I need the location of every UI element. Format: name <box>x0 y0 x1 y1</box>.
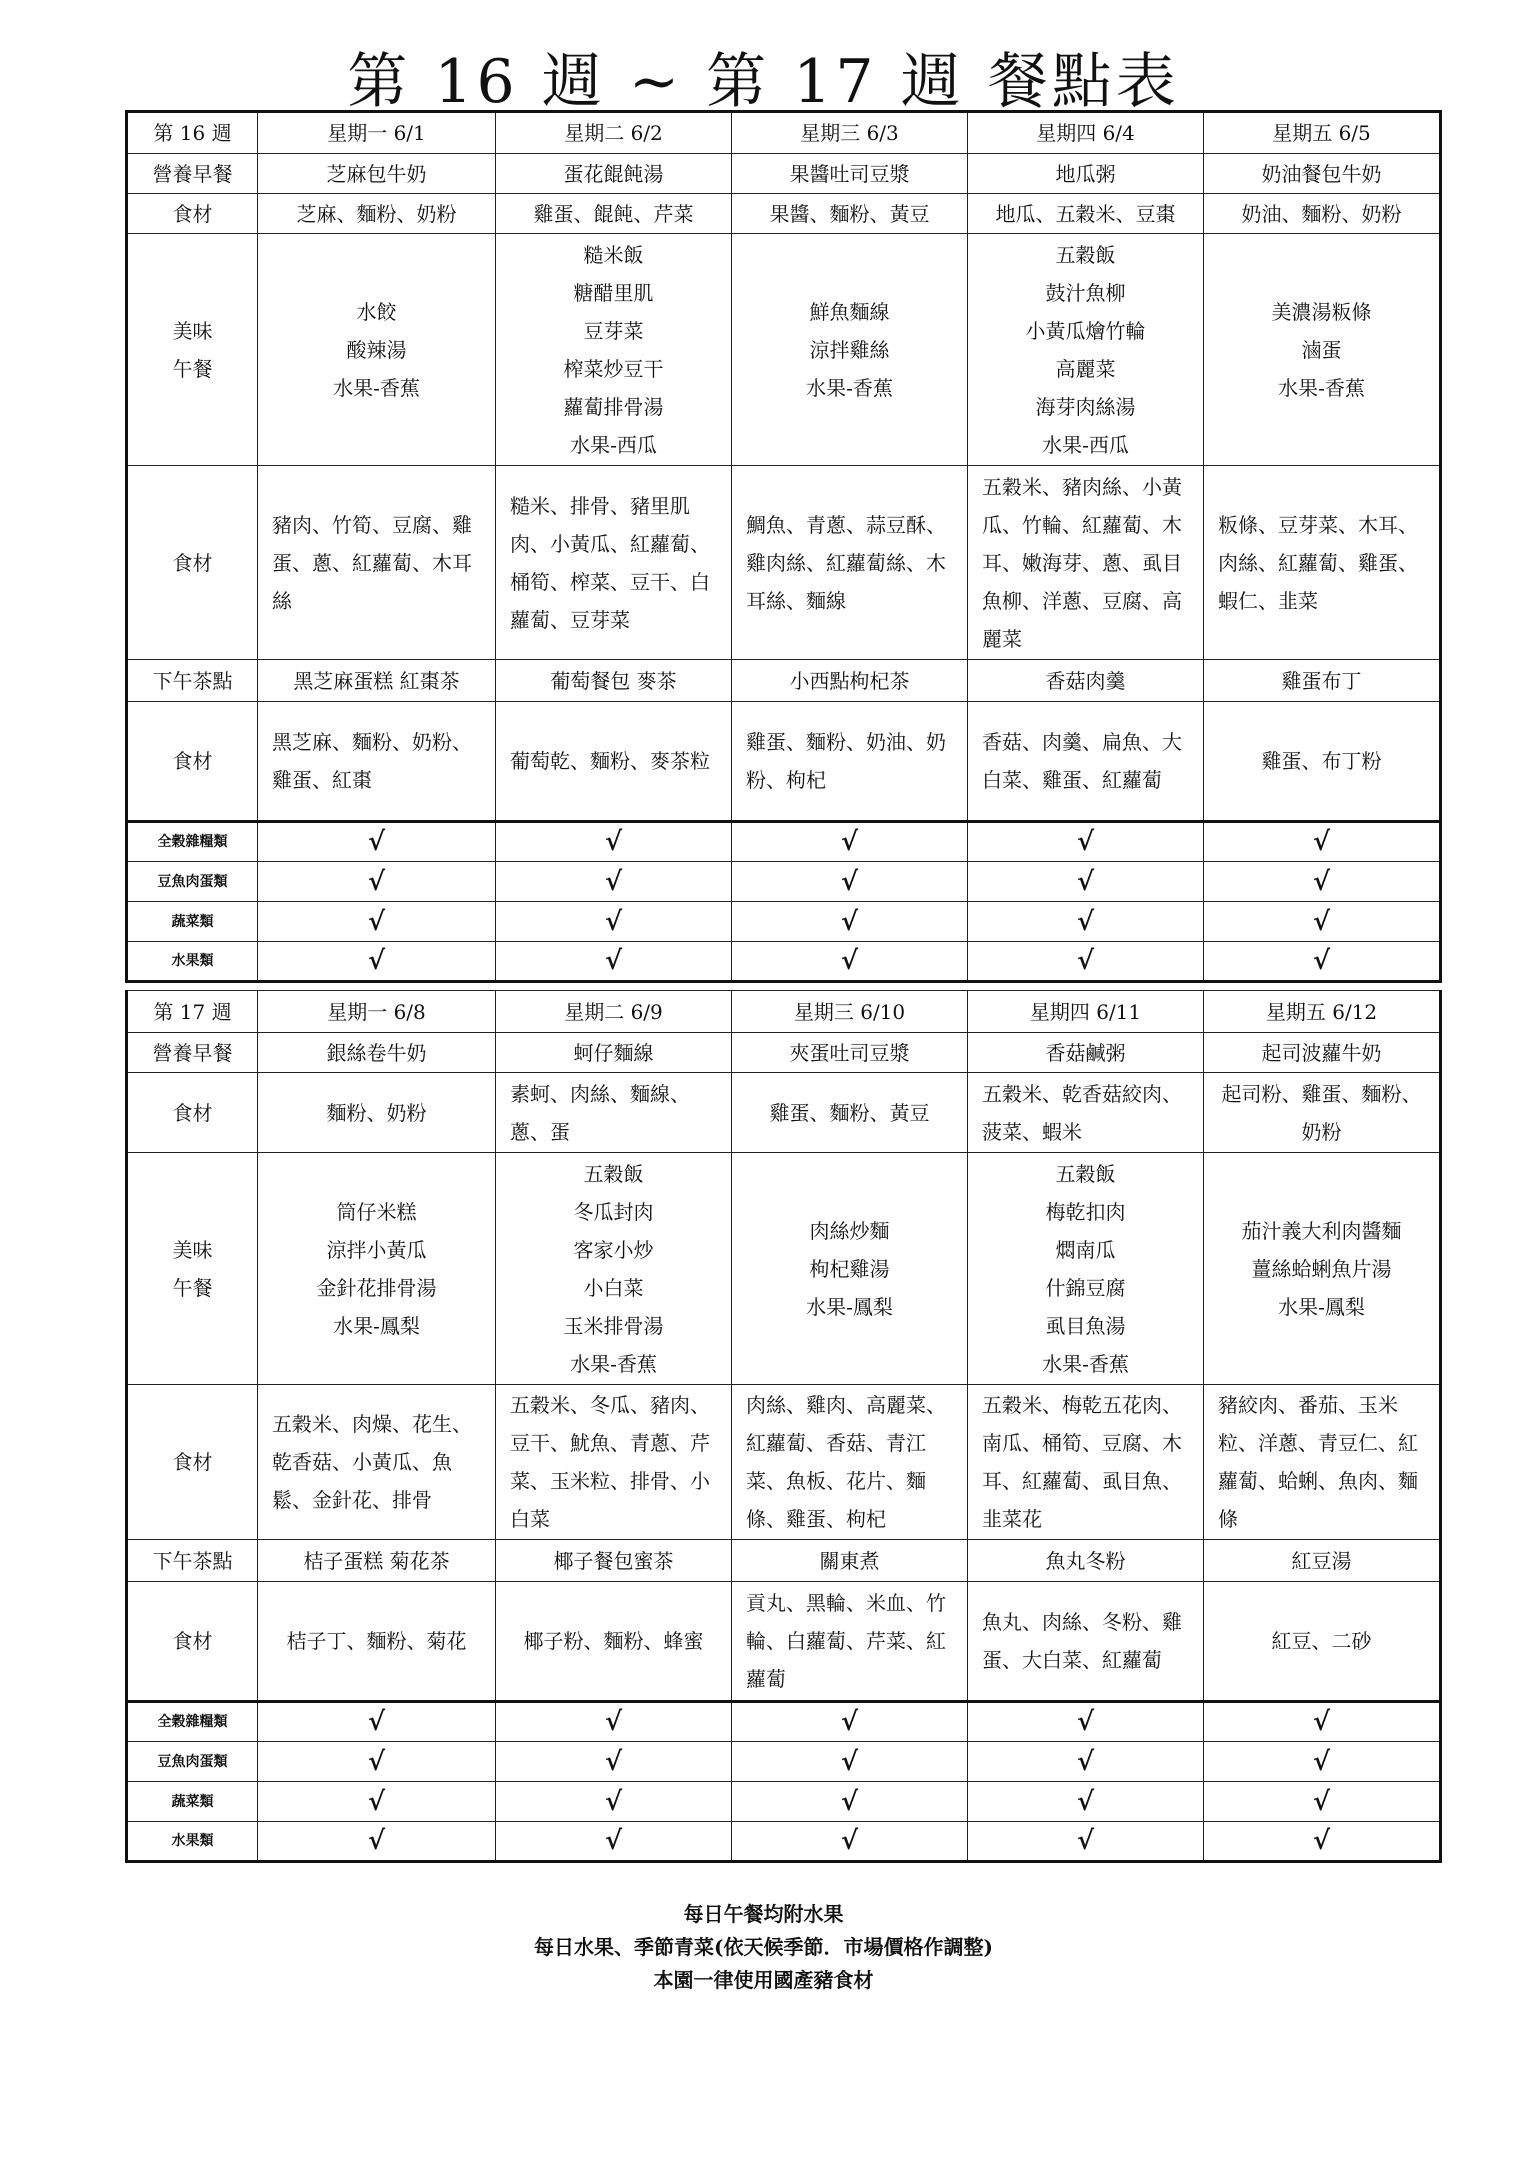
lunch-dish: 冬瓜封肉 <box>573 1199 654 1224</box>
check-mark: √ <box>732 1742 968 1782</box>
breakfast-row <box>127 154 1441 194</box>
lunch-dish: 水果-香蕉 <box>1042 1351 1129 1376</box>
breakfast-item: 蛋花餛飩湯 <box>496 154 732 194</box>
lunch-dish: 什錦豆腐 <box>1045 1275 1126 1300</box>
lunch-dish: 酸辣湯 <box>346 337 407 362</box>
veg-row <box>127 1782 1441 1822</box>
lunch-dish: 金針花排骨湯 <box>316 1275 437 1300</box>
ingredients-cell: 豬絞肉、番茄、玉米粒、洋蔥、青豆仁、紅蘿蔔、蛤蜊、魚肉、麵條 <box>1204 1385 1441 1540</box>
check-mark: √ <box>258 1742 496 1782</box>
week-17-table <box>125 990 1442 1863</box>
check-mark: √ <box>732 822 968 862</box>
tea-row <box>127 660 1441 702</box>
grain-label: 全穀雜糧類 <box>127 1702 258 1742</box>
check-mark: √ <box>258 1702 496 1742</box>
day-header: 星期四 6/4 <box>968 112 1204 154</box>
check-mark: √ <box>258 862 496 902</box>
breakfast-item: 奶油餐包牛奶 <box>1204 154 1441 194</box>
check-mark: √ <box>732 942 968 982</box>
lunch-dish: 枸杞雞湯 <box>809 1256 890 1281</box>
day-header: 星期一 6/1 <box>258 112 496 154</box>
ingredients-label: 食材 <box>127 1073 258 1153</box>
ingredients-cell: 果醬、麵粉、黃豆 <box>732 194 968 234</box>
ingredients-cell: 鯛魚、青蔥、蒜豆酥、雞肉絲、紅蘿蔔絲、木耳絲、麵線 <box>732 466 968 660</box>
protein-row <box>127 862 1441 902</box>
breakfast-ingredients-row <box>127 1073 1441 1153</box>
protein-label: 豆魚肉蛋類 <box>127 862 258 902</box>
check-mark: √ <box>732 902 968 942</box>
lunch-label-line: 午餐 <box>172 356 213 381</box>
page-title: 第 16 週 ~ 第 17 週 餐點表 <box>347 47 1180 117</box>
lunch-dish: 水果-香蕉 <box>333 375 420 400</box>
lunch-dish: 水果-鳳梨 <box>806 1294 893 1319</box>
check-mark: √ <box>496 1782 732 1822</box>
ingredients-cell: 香菇、肉羹、扁魚、大白菜、雞蛋、紅蘿蔔 <box>968 702 1204 822</box>
lunch-dish: 糖醋里肌 <box>573 280 654 305</box>
ingredients-cell: 魚丸、肉絲、冬粉、雞蛋、大白菜、紅蘿蔔 <box>968 1582 1204 1702</box>
breakfast-item: 夾蛋吐司豆漿 <box>732 1033 968 1073</box>
veg-label: 蔬菜類 <box>127 902 258 942</box>
ingredients-cell: 麵粉、奶粉 <box>258 1073 496 1153</box>
lunch-dish: 客家小炒 <box>573 1237 654 1262</box>
week-17-header-row <box>127 991 1441 1033</box>
ingredients-cell: 雞蛋、餛飩、芹菜 <box>496 194 732 234</box>
lunch-dish: 水果-香蕉 <box>570 1351 657 1376</box>
day-header: 星期四 6/11 <box>968 991 1204 1033</box>
fruit-label: 水果類 <box>127 1822 258 1862</box>
tea-item: 小西點枸杞茶 <box>732 660 968 702</box>
ingredients-cell: 貢丸、黑輪、米血、竹輪、白蘿蔔、芹菜、紅蘿蔔 <box>732 1582 968 1702</box>
check-mark: √ <box>496 1822 732 1862</box>
breakfast-item: 香菇鹹粥 <box>968 1033 1204 1073</box>
footer-line: 本園一律使用國產豬食材 <box>653 1968 874 1992</box>
lunch-cell <box>732 1153 968 1385</box>
lunch-dish: 美濃湯粄條 <box>1271 299 1372 324</box>
check-mark: √ <box>496 822 732 862</box>
tea-item: 椰子餐包蜜茶 <box>496 1540 732 1582</box>
check-mark: √ <box>496 1702 732 1742</box>
lunch-dish: 小白菜 <box>583 1275 644 1300</box>
ingredients-label: 食材 <box>127 1582 258 1702</box>
fruit-label: 水果類 <box>127 942 258 982</box>
ingredients-cell: 雞蛋、麵粉、奶油、奶粉、枸杞 <box>732 702 968 822</box>
lunch-dish: 涼拌小黃瓜 <box>326 1237 427 1262</box>
lunch-dish: 玉米排骨湯 <box>563 1313 664 1338</box>
ingredients-cell: 五穀米、乾香菇絞肉、菠菜、蝦米 <box>968 1073 1204 1153</box>
lunch-cell <box>1204 234 1441 466</box>
week-16-header-row <box>127 112 1441 154</box>
footer-notes <box>0 1898 1527 1997</box>
check-mark: √ <box>968 942 1204 982</box>
week-label: 第 17 週 <box>127 991 258 1033</box>
check-mark: √ <box>732 1822 968 1862</box>
ingredients-cell: 雞蛋、麵粉、黃豆 <box>732 1073 968 1153</box>
check-mark: √ <box>1204 1822 1441 1862</box>
tea-item: 葡萄餐包 麥茶 <box>496 660 732 702</box>
lunch-cell <box>1204 1153 1441 1385</box>
lunch-dish: 虱目魚湯 <box>1045 1313 1126 1338</box>
check-mark: √ <box>496 902 732 942</box>
breakfast-ingredients-row <box>127 194 1441 234</box>
lunch-row <box>127 234 1441 466</box>
ingredients-cell: 素蚵、肉絲、麵線、蔥、蛋 <box>496 1073 732 1153</box>
ingredients-cell: 奶油、麵粉、奶粉 <box>1204 194 1441 234</box>
veg-row <box>127 902 1441 942</box>
ingredients-cell: 五穀米、梅乾五花肉、南瓜、桶筍、豆腐、木耳、紅蘿蔔、虱目魚、韭菜花 <box>968 1385 1204 1540</box>
lunch-cell <box>732 234 968 466</box>
check-mark: √ <box>968 1742 1204 1782</box>
grain-row <box>127 1702 1441 1742</box>
tea-item: 雞蛋布丁 <box>1204 660 1441 702</box>
ingredients-cell: 雞蛋、布丁粉 <box>1204 702 1441 822</box>
breakfast-label: 營養早餐 <box>127 1033 258 1073</box>
breakfast-item: 銀絲卷牛奶 <box>258 1033 496 1073</box>
ingredients-cell: 豬肉、竹筍、豆腐、雞蛋、蔥、紅蘿蔔、木耳絲 <box>258 466 496 660</box>
week-label: 第 16 週 <box>127 112 258 154</box>
fruit-row <box>127 942 1441 982</box>
lunch-label <box>127 1153 258 1385</box>
check-mark: √ <box>258 1782 496 1822</box>
ingredients-cell: 桔子丁、麵粉、菊花 <box>258 1582 496 1702</box>
lunch-dish: 薑絲蛤蜊魚片湯 <box>1251 1256 1392 1281</box>
check-mark: √ <box>968 822 1204 862</box>
lunch-dish: 海芽肉絲湯 <box>1035 394 1136 419</box>
lunch-label-line: 午餐 <box>172 1275 213 1300</box>
lunch-cell <box>496 234 732 466</box>
breakfast-item: 芝麻包牛奶 <box>258 154 496 194</box>
check-mark: √ <box>258 822 496 862</box>
lunch-dish: 五穀飯 <box>1055 1161 1116 1186</box>
check-mark: √ <box>496 1742 732 1782</box>
check-mark: √ <box>1204 1742 1441 1782</box>
lunch-dish: 鼓汁魚柳 <box>1045 280 1126 305</box>
ingredients-label: 食材 <box>127 702 258 822</box>
lunch-dish: 小黃瓜燴竹輪 <box>1025 318 1146 343</box>
ingredients-cell: 糙米、排骨、豬里肌肉、小黃瓜、紅蘿蔔、桶筍、榨菜、豆干、白蘿蔔、豆芽菜 <box>496 466 732 660</box>
tea-item: 關東煮 <box>732 1540 968 1582</box>
ingredients-cell: 五穀米、肉燥、花生、乾香菇、小黃瓜、魚鬆、金針花、排骨 <box>258 1385 496 1540</box>
lunch-ingredients-row <box>127 1385 1441 1540</box>
ingredients-cell: 粄條、豆芽菜、木耳、肉絲、紅蘿蔔、雞蛋、蝦仁、韭菜 <box>1204 466 1441 660</box>
lunch-dish: 肉絲炒麵 <box>809 1218 890 1243</box>
lunch-dish: 水果-西瓜 <box>1042 432 1129 457</box>
check-mark: √ <box>258 902 496 942</box>
lunch-dish: 燜南瓜 <box>1055 1237 1116 1262</box>
lunch-row <box>127 1153 1441 1385</box>
lunch-cell <box>968 1153 1204 1385</box>
day-header: 星期三 6/10 <box>732 991 968 1033</box>
day-header: 星期一 6/8 <box>258 991 496 1033</box>
lunch-dish: 涼拌雞絲 <box>809 337 890 362</box>
lunch-dish: 水餃 <box>356 299 397 324</box>
day-header: 星期三 6/3 <box>732 112 968 154</box>
ingredients-cell: 五穀米、豬肉絲、小黃瓜、竹輪、紅蘿蔔、木耳、嫩海芽、蔥、虱目魚柳、洋蔥、豆腐、高麗菜 <box>968 466 1204 660</box>
check-mark: √ <box>968 862 1204 902</box>
breakfast-item: 地瓜粥 <box>968 154 1204 194</box>
ingredients-cell: 紅豆、二砂 <box>1204 1582 1441 1702</box>
breakfast-label: 營養早餐 <box>127 154 258 194</box>
lunch-dish: 筒仔米糕 <box>336 1199 417 1224</box>
ingredients-cell: 葡萄乾、麵粉、麥茶粒 <box>496 702 732 822</box>
tea-row <box>127 1540 1441 1582</box>
ingredients-label: 食材 <box>127 1385 258 1540</box>
veg-label: 蔬菜類 <box>127 1782 258 1822</box>
check-mark: √ <box>732 1782 968 1822</box>
check-mark: √ <box>258 1822 496 1862</box>
footer-line: 每日水果、季節青菜(依天候季節．市場價格作調整) <box>534 1935 993 1959</box>
lunch-dish: 梅乾扣肉 <box>1045 1199 1126 1224</box>
check-mark: √ <box>968 1702 1204 1742</box>
check-mark: √ <box>1204 822 1441 862</box>
check-mark: √ <box>1204 1782 1441 1822</box>
breakfast-item: 果醬吐司豆漿 <box>732 154 968 194</box>
tea-ingredients-row <box>127 1582 1441 1702</box>
lunch-dish: 五穀飯 <box>1055 242 1116 267</box>
check-mark: √ <box>1204 942 1441 982</box>
breakfast-item: 蚵仔麵線 <box>496 1033 732 1073</box>
ingredients-cell: 地瓜、五穀米、豆棗 <box>968 194 1204 234</box>
lunch-label <box>127 234 258 466</box>
day-header: 星期五 6/12 <box>1204 991 1441 1033</box>
lunch-label-line: 美味 <box>172 1237 213 1262</box>
protein-row <box>127 1742 1441 1782</box>
lunch-ingredients-row <box>127 466 1441 660</box>
grain-label: 全穀雜糧類 <box>127 822 258 862</box>
tea-ingredients-row <box>127 702 1441 822</box>
lunch-label-line: 美味 <box>172 318 213 343</box>
check-mark: √ <box>1204 1702 1441 1742</box>
check-mark: √ <box>968 1822 1204 1862</box>
tea-item: 香菇肉羹 <box>968 660 1204 702</box>
lunch-dish: 蘿蔔排骨湯 <box>563 394 664 419</box>
ingredients-cell: 五穀米、冬瓜、豬肉、豆干、魷魚、青蔥、芹菜、玉米粒、排骨、小白菜 <box>496 1385 732 1540</box>
check-mark: √ <box>1204 902 1441 942</box>
day-header: 星期二 6/2 <box>496 112 732 154</box>
lunch-dish: 茄汁義大利肉醬麵 <box>1241 1218 1402 1243</box>
ingredients-cell: 芝麻、麵粉、奶粉 <box>258 194 496 234</box>
lunch-dish: 水果-鳳梨 <box>333 1313 420 1338</box>
check-mark: √ <box>496 942 732 982</box>
lunch-cell <box>968 234 1204 466</box>
footer-line: 每日午餐均附水果 <box>683 1902 844 1926</box>
check-mark: √ <box>968 1782 1204 1822</box>
tea-label: 下午茶點 <box>127 660 258 702</box>
lunch-dish: 水果-鳳梨 <box>1278 1294 1365 1319</box>
check-mark: √ <box>496 862 732 902</box>
lunch-dish: 水果-西瓜 <box>570 432 657 457</box>
lunch-dish: 鮮魚麵線 <box>809 299 890 324</box>
lunch-dish: 高麗菜 <box>1055 356 1116 381</box>
lunch-dish: 水果-香蕉 <box>1278 375 1365 400</box>
lunch-cell <box>496 1153 732 1385</box>
fruit-row <box>127 1822 1441 1862</box>
lunch-dish: 滷蛋 <box>1301 337 1342 362</box>
ingredients-cell: 椰子粉、麵粉、蜂蜜 <box>496 1582 732 1702</box>
tea-item: 紅豆湯 <box>1204 1540 1441 1582</box>
check-mark: √ <box>732 1702 968 1742</box>
tea-item: 桔子蛋糕 菊花茶 <box>258 1540 496 1582</box>
check-mark: √ <box>732 862 968 902</box>
grain-row <box>127 822 1441 862</box>
day-header: 星期二 6/9 <box>496 991 732 1033</box>
ingredients-cell: 黑芝麻、麵粉、奶粉、雞蛋、紅棗 <box>258 702 496 822</box>
lunch-dish: 五穀飯 <box>583 1161 644 1186</box>
check-mark: √ <box>258 942 496 982</box>
tea-item: 魚丸冬粉 <box>968 1540 1204 1582</box>
breakfast-row <box>127 1033 1441 1073</box>
day-header: 星期五 6/5 <box>1204 112 1441 154</box>
week-16-table <box>125 110 1442 983</box>
protein-label: 豆魚肉蛋類 <box>127 1742 258 1782</box>
ingredients-label: 食材 <box>127 466 258 660</box>
tea-item: 黑芝麻蛋糕 紅棗茶 <box>258 660 496 702</box>
lunch-dish: 水果-香蕉 <box>806 375 893 400</box>
ingredients-cell: 肉絲、雞肉、高麗菜、紅蘿蔔、香菇、青江菜、魚板、花片、麵條、雞蛋、枸杞 <box>732 1385 968 1540</box>
lunch-dish: 糙米飯 <box>583 242 644 267</box>
tea-label: 下午茶點 <box>127 1540 258 1582</box>
breakfast-item: 起司波蘿牛奶 <box>1204 1033 1441 1073</box>
ingredients-cell: 起司粉、雞蛋、麵粉、奶粉 <box>1204 1073 1441 1153</box>
ingredients-label: 食材 <box>127 194 258 234</box>
lunch-cell <box>258 1153 496 1385</box>
check-mark: √ <box>1204 862 1441 902</box>
lunch-dish: 榨菜炒豆干 <box>563 356 664 381</box>
lunch-dish: 豆芽菜 <box>583 318 644 343</box>
check-mark: √ <box>968 902 1204 942</box>
lunch-cell <box>258 234 496 466</box>
